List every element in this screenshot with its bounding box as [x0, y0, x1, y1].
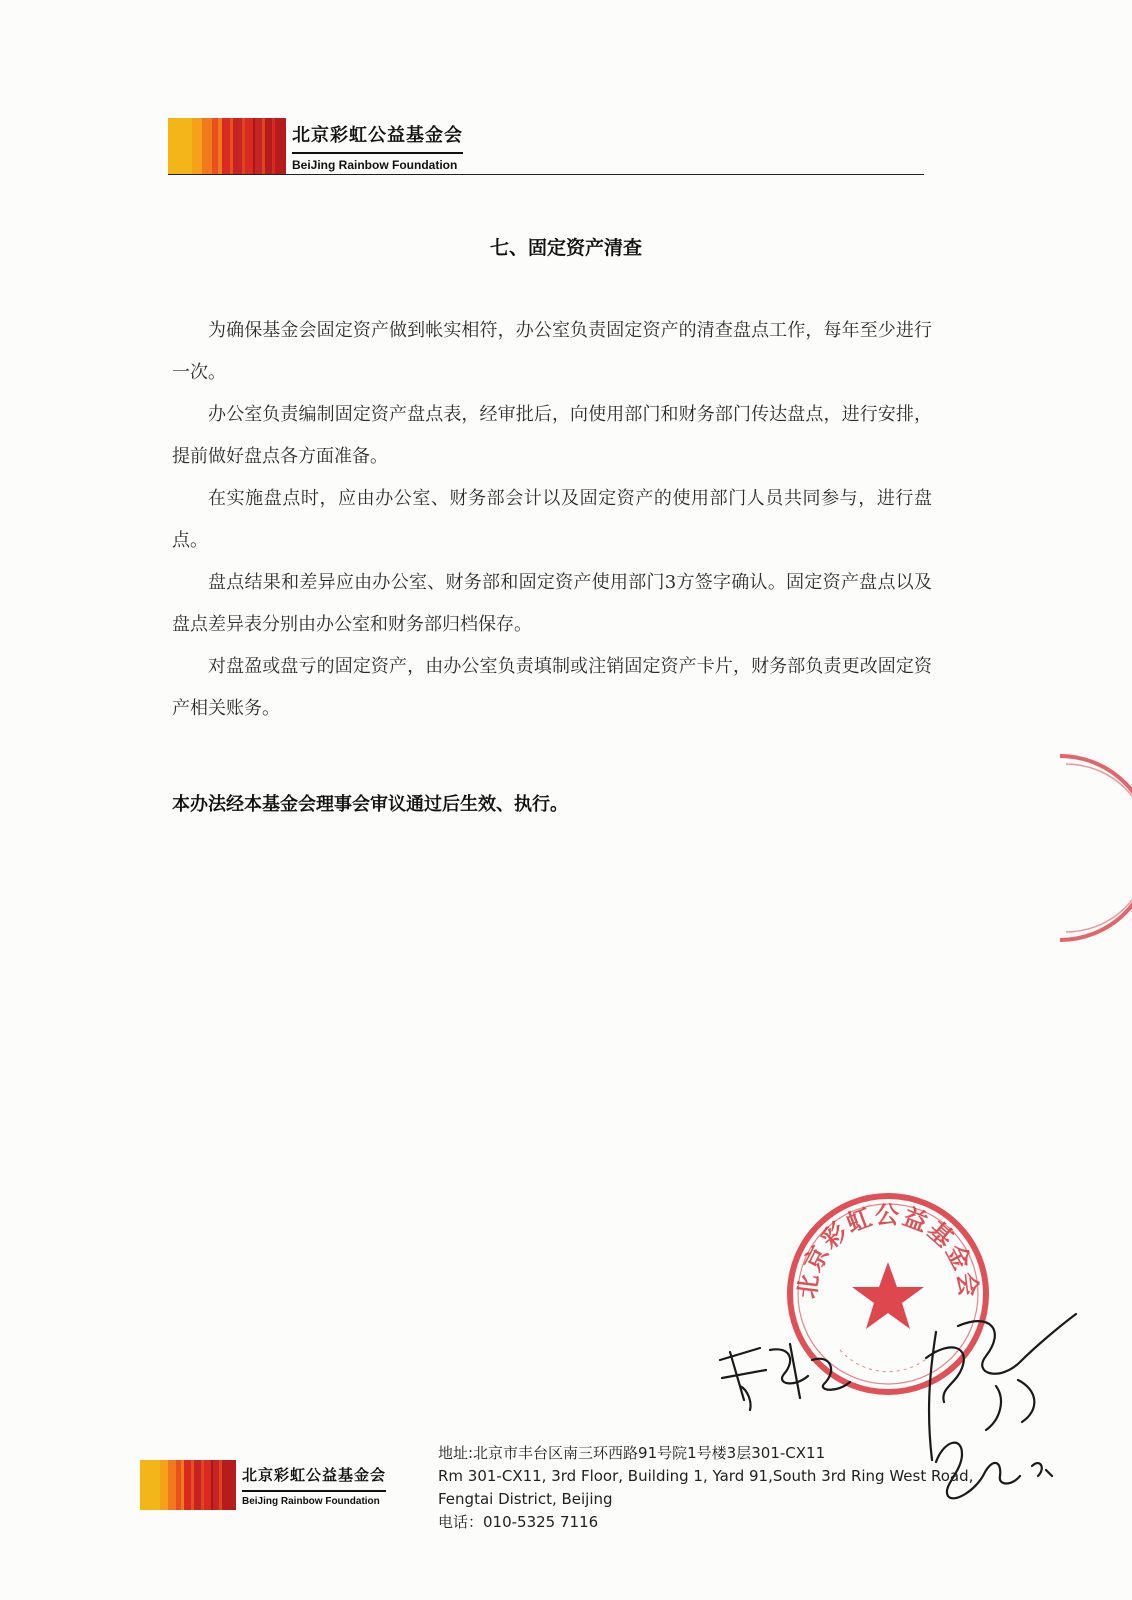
paragraph: 为确保基金会固定资产做到帐实相符，办公室负责固定资产的清查盘点工作，每年至少进行一次。: [172, 320, 932, 383]
paragraph: 盘点结果和差异应由办公室、财务部和固定资产使用部门3方签字确认。固定资产盘点以及盘点差异表分别由办公室和财务部归档保存。: [172, 572, 932, 635]
header-logo-text: [292, 118, 463, 174]
rainbow-stripes-logo: [168, 118, 286, 174]
footer-address: [438, 1442, 973, 1534]
paragraph: 在实施盘点时，应由办公室、财务部会计以及固定资产的使用部门人员共同参与，进行盘点。: [172, 488, 932, 551]
paragraph: 对盘盈或盘亏的固定资产，由办公室负责填制或注销固定资产卡片，财务部负责更改固定资产相关账务。: [172, 656, 932, 719]
header-org-name-en: BeiJing Rainbow Foundation: [292, 157, 458, 172]
section-title: 七、固定资产清查: [489, 237, 642, 259]
body-text: [172, 310, 932, 730]
header-org-name-cn: 北京彩虹公益基金会: [292, 124, 463, 146]
partial-seal-right-edge: [1050, 748, 1132, 948]
footer-org-name-cn: 北京彩虹公益基金会: [242, 1465, 387, 1484]
phone-number: 电话：010-5325 7116: [438, 1513, 599, 1531]
seal-text: 北京彩虹公益基金会: [793, 1201, 983, 1301]
footer-logo: [140, 1460, 386, 1510]
address-en-line-2: Fengtai District, Beijing: [438, 1490, 613, 1508]
address-en-line-1: Rm 301-CX11, 3rd Floor, Building 1, Yard 91,South 3rd Ring West Road,: [438, 1467, 974, 1485]
paragraph: 办公室负责编制固定资产盘点表，经审批后，向使用部门和财务部门传达盘点，进行安排，提前做好盘点各方面准备。: [172, 404, 932, 467]
header-logo: [168, 118, 463, 174]
rainbow-stripes-logo: [140, 1460, 236, 1510]
footer-org-name-en: BeiJing Rainbow Foundation: [242, 1495, 380, 1507]
closing-statement: 本办法经本基金会理事会审议通过后生效、执行。: [172, 794, 568, 815]
header-rule: [168, 174, 924, 175]
address-cn: 地址:北京市丰台区南三环西路91号院1号楼3层301-CX11: [438, 1444, 826, 1462]
footer-logo-text: [242, 1460, 386, 1510]
